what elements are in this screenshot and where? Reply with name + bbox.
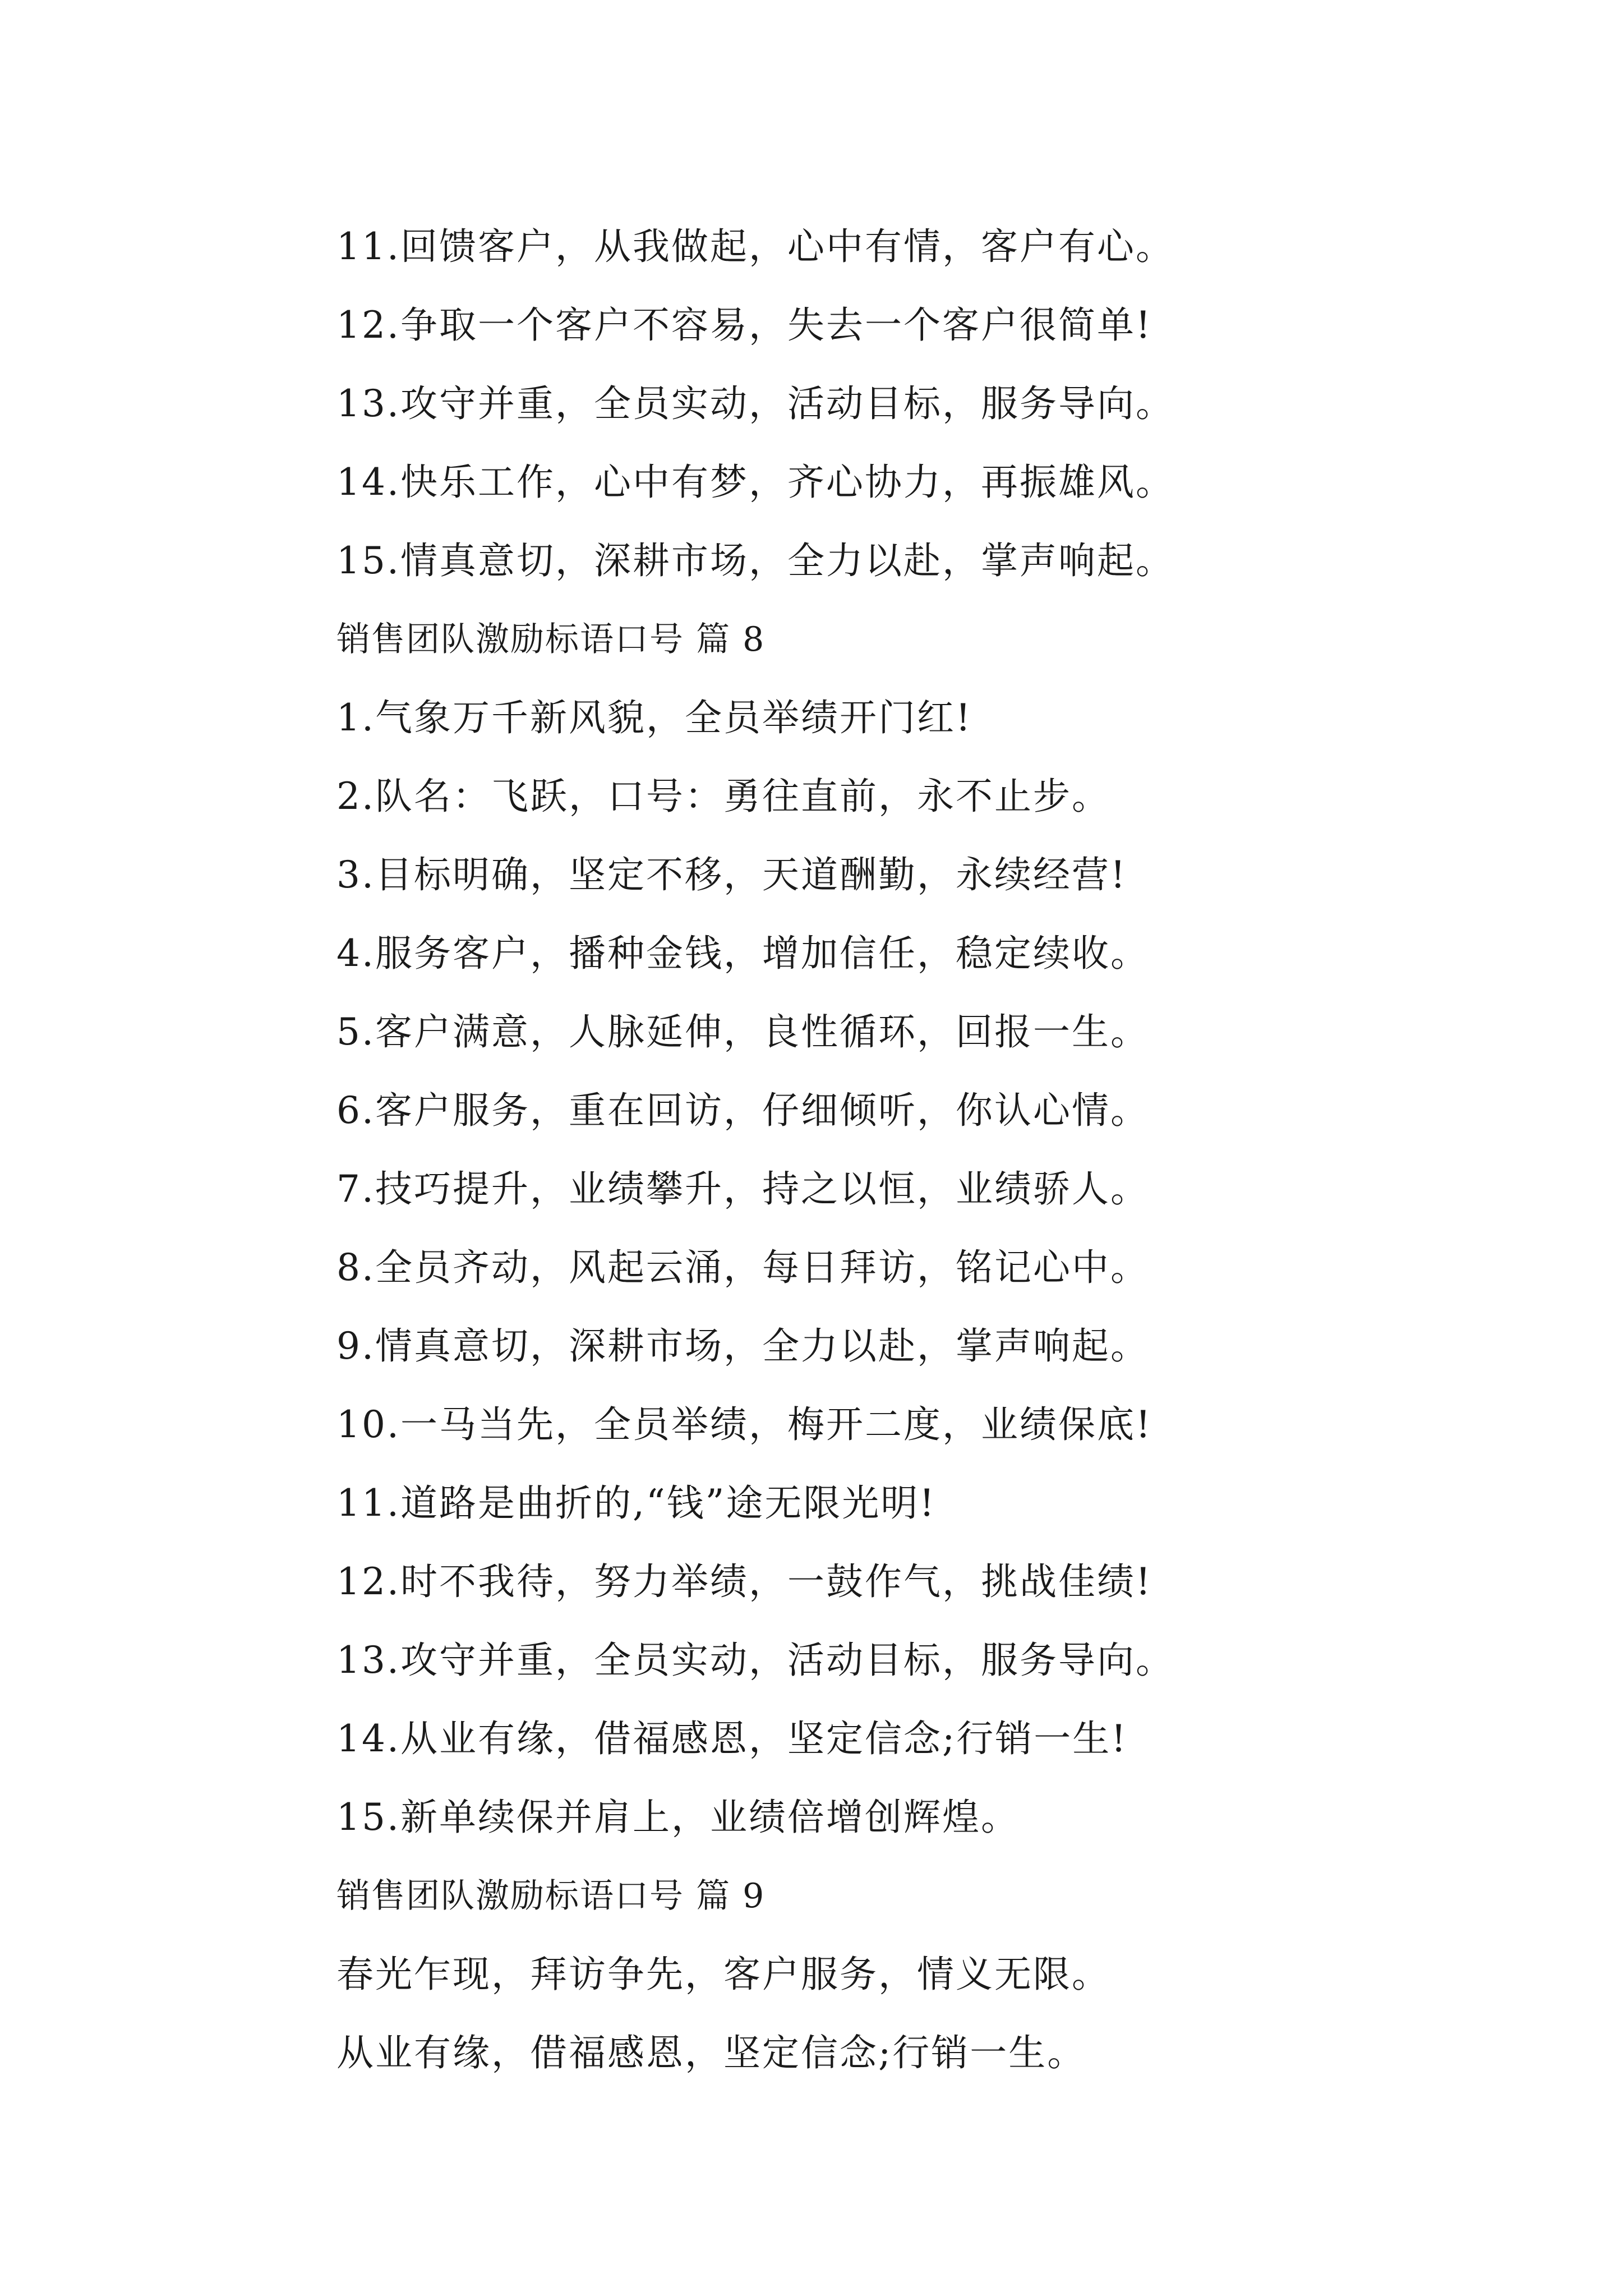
slogan-line: 2.队名：飞跃，口号：勇往直前，永不止步。 bbox=[336, 775, 1110, 818]
slogan-line: 14.从业有缘，借福感恩，坚定信念;行销一生! bbox=[336, 1717, 1128, 1760]
slogan-line: 5.客户满意，人脉延伸，良性循环，回报一生。 bbox=[336, 1010, 1149, 1053]
slogan-line: 8.全员齐动，风起云涌，每日拜访，铭记心中。 bbox=[336, 1246, 1149, 1289]
slogan-line: 13.攻守并重，全员实动，活动目标，服务导向。 bbox=[336, 382, 1174, 425]
slogan-line: 15.新单续保并肩上，业绩倍增创辉煌。 bbox=[336, 1796, 1020, 1839]
slogan-line: 4.服务客户，播种金钱，增加信任，稳定续收。 bbox=[336, 932, 1149, 975]
section-heading: 销售团队激励标语口号 篇 8 bbox=[336, 620, 766, 659]
slogan-line: 1.气象万千新风貌，全员举绩开门红! bbox=[336, 696, 972, 739]
slogan-line: 7.技巧提升，业绩攀升，持之以恒，业绩骄人。 bbox=[336, 1167, 1149, 1211]
slogan-line: 春光乍现，拜访争先，客户服务，情义无限。 bbox=[336, 1953, 1110, 1996]
slogan-line: 11.回馈客户，从我做起，心中有情，客户有心。 bbox=[336, 225, 1174, 268]
slogan-line: 14.快乐工作，心中有梦，齐心协力，再振雄风。 bbox=[336, 461, 1174, 504]
slogan-line: 10.一马当先，全员举绩，梅开二度，业绩保底! bbox=[336, 1403, 1152, 1446]
slogan-line: 3.目标明确，坚定不移，天道酬勤，永续经营! bbox=[336, 853, 1127, 896]
slogan-line: 15.情真意切，深耕市场，全力以赴，掌声响起。 bbox=[336, 539, 1174, 582]
section-heading: 销售团队激励标语口号 篇 9 bbox=[336, 1876, 766, 1916]
slogan-line: 9.情真意切，深耕市场，全力以赴，掌声响起。 bbox=[336, 1324, 1149, 1368]
slogan-line: 11.道路是曲折的,“钱”途无限光明! bbox=[336, 1481, 936, 1525]
slogan-line: 13.攻守并重，全员实动，活动目标，服务导向。 bbox=[336, 1639, 1174, 1682]
slogan-line: 12.时不我待，努力举绩，一鼓作气，挑战佳绩! bbox=[336, 1560, 1152, 1603]
slogan-line: 6.客户服务，重在回访，仔细倾听，你认心情。 bbox=[336, 1089, 1149, 1132]
slogan-line: 从业有缘，借福感恩，坚定信念;行销一生。 bbox=[336, 2031, 1086, 2074]
document-body bbox=[336, 208, 1559, 2092]
slogan-line: 12.争取一个客户不容易，失去一个客户很简单! bbox=[336, 303, 1152, 347]
